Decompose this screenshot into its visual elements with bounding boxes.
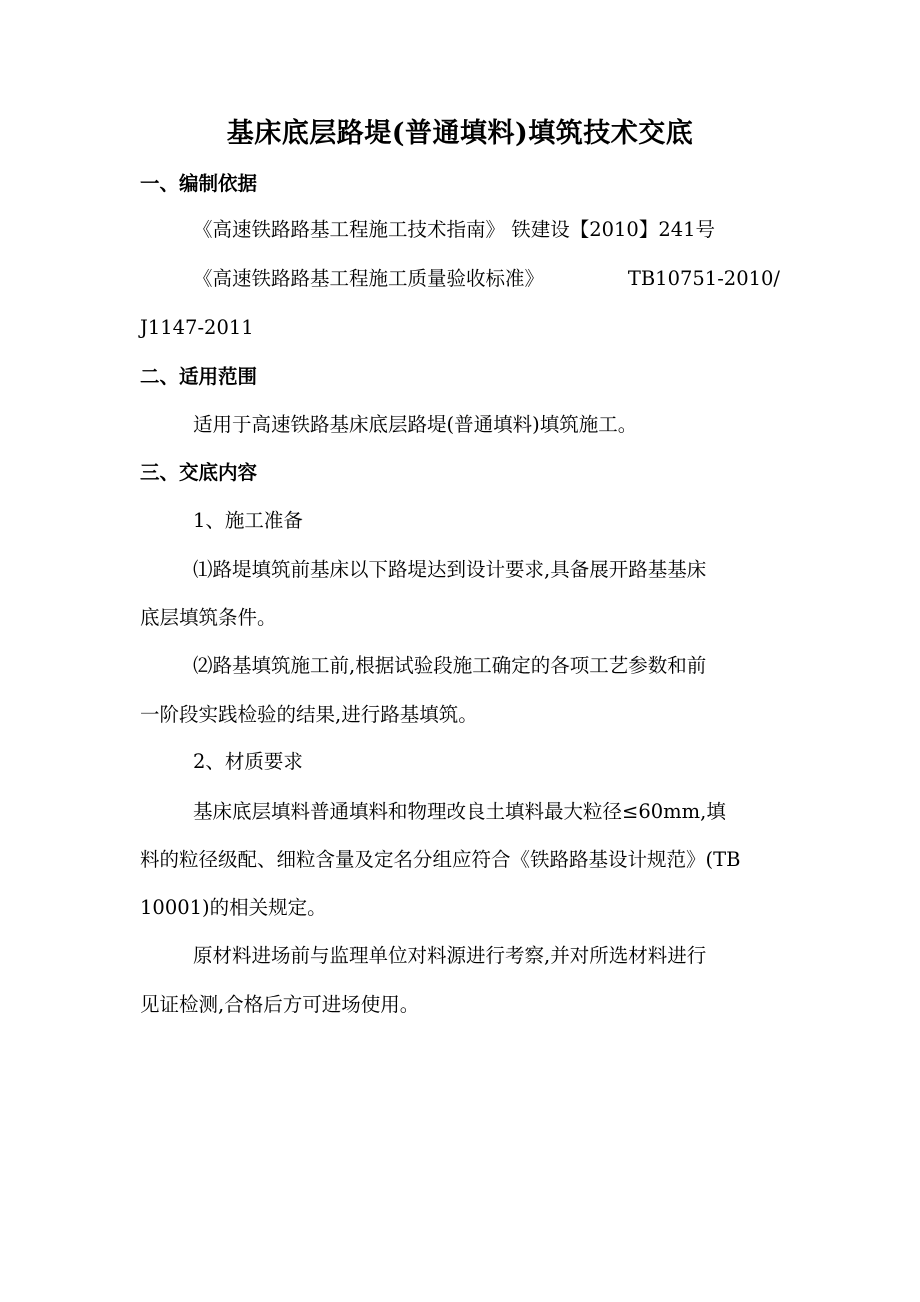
basis-reference-2-continuation: J1147-2011: [140, 316, 254, 339]
basis-reference-2: [193, 264, 780, 294]
section-content-heading: 三、交底内容: [140, 461, 258, 484]
subsection-1-paragraph-1-line-1: ⑴路堤填筑前基床以下路堤达到设计要求,具备展开路基基床: [193, 558, 707, 581]
document-title: 基床底层路堤(普通填料)填筑技术交底: [226, 118, 694, 149]
section-scope-heading: 二、适用范围: [140, 365, 258, 388]
subsection-2-paragraph-2-line-2: 见证检测,合格后方可进场使用。: [140, 993, 420, 1016]
scope-text: 适用于高速铁路基床底层路堤(普通填料)填筑施工。: [193, 413, 638, 436]
subsection-2-paragraph-2-line-1: 原材料进场前与监理单位对料源进行考察,并对所选材料进行: [193, 944, 707, 967]
basis-reference-2-title: 《高速铁路路基工程施工质量验收标准》: [193, 267, 545, 290]
subsection-1-paragraph-2-line-1: ⑵路基填筑施工前,根据试验段施工确定的各项工艺参数和前: [193, 654, 707, 677]
subsection-2-paragraph-1-line-1: 基床底层填料普通填料和物理改良土填料最大粒径≤60mm,填: [193, 800, 726, 823]
subsection-1-paragraph-2-line-2: 一阶段实践检验的结果,进行路基填筑。: [140, 703, 478, 726]
subsection-1-paragraph-1-line-2: 底层填筑条件。: [140, 606, 277, 629]
subsection-2-paragraph-1-line-3: 10001)的相关规定。: [140, 896, 327, 919]
basis-reference-2-code: TB10751-2010/: [627, 267, 780, 290]
basis-reference-1: 《高速铁路路基工程施工技术指南》 铁建设【2010】241号: [193, 218, 716, 241]
section-basis-heading: 一、编制依据: [140, 172, 258, 195]
subsection-2-heading: 2、材质要求: [193, 750, 303, 773]
subsection-2-paragraph-1-line-2: 料的粒径级配、细粒含量及定名分组应符合《铁路路基设计规范》(TB: [140, 848, 741, 871]
subsection-1-heading: 1、施工准备: [193, 509, 303, 532]
